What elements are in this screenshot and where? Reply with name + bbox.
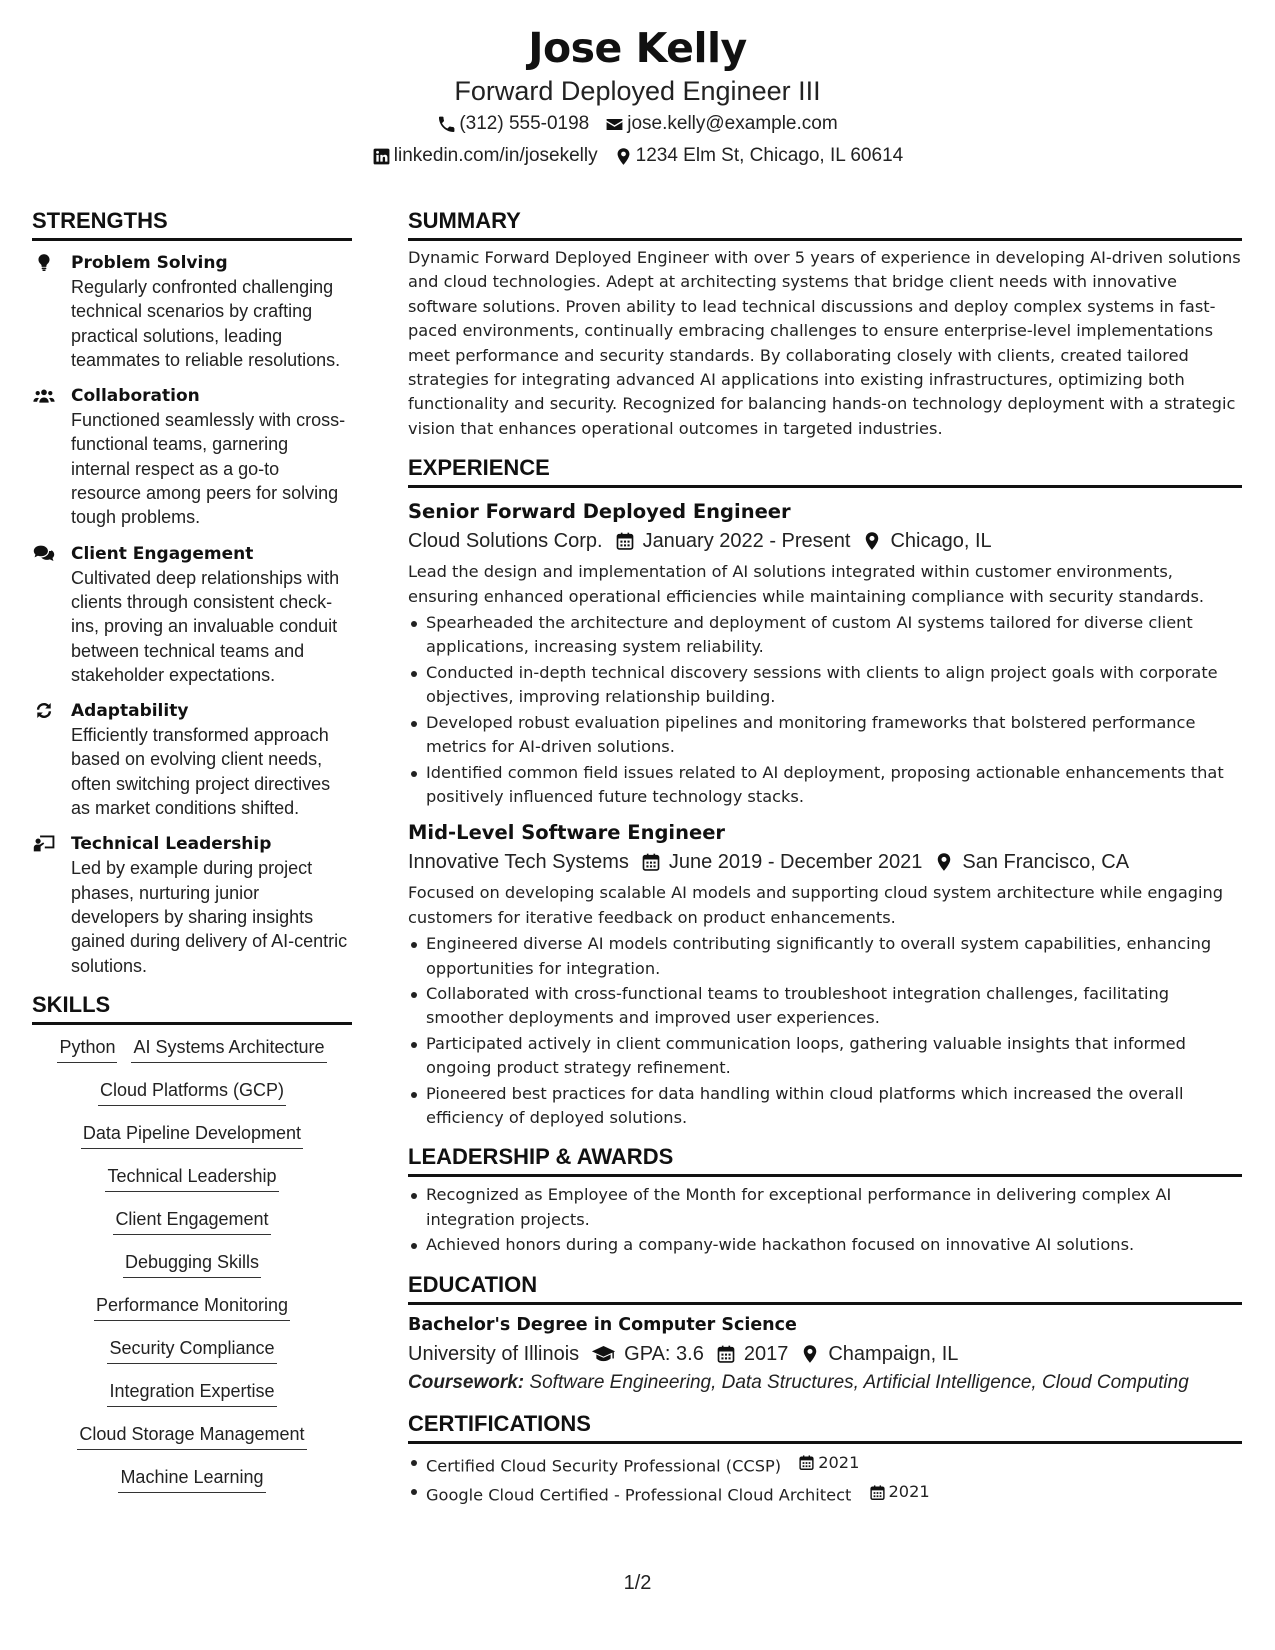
- comments-icon: [32, 544, 56, 564]
- cert-name: Certified Cloud Security Professional (CCSP): [426, 1455, 782, 1475]
- job-meta: [408, 847, 1242, 877]
- strength-desc: Led by example during project phases, nurturing junior developers by sharing insights gained during delivery of AI-centric solutions.: [71, 858, 348, 976]
- leadership-bullets: [408, 1183, 1242, 1257]
- list-item: Recognized as Employee of the Month for exceptional performance in delivering complex AI integration projects.: [408, 1183, 1242, 1232]
- candidate-name: Jose Kelly: [528, 24, 747, 72]
- strength-item: [32, 542, 352, 687]
- experience-section: [408, 455, 1242, 1130]
- education-location: [800, 1339, 958, 1369]
- skill-tag: Performance Monitoring: [94, 1293, 290, 1321]
- list-item: Engineered diverse AI models contributing significantly to overall system capabilities, enhancing opportunities for integration.: [408, 932, 1242, 981]
- linkedin-icon: [372, 147, 391, 166]
- job-location-text: San Francisco, CA: [962, 851, 1130, 874]
- page-number: 1/2: [623, 1572, 652, 1594]
- gpa-text: GPA: 3.6: [624, 1342, 704, 1365]
- job-description: Lead the design and implementation of AI solutions integrated within customer environments, ensuring enhanced operational efficiencies while maintaining compliance with security standards.: [408, 562, 1205, 606]
- coursework: [408, 1369, 1242, 1397]
- address-text: 1234 Elm St, Chicago, IL 60614: [635, 145, 904, 166]
- education-year: [716, 1339, 789, 1369]
- certifications-section: [408, 1411, 1242, 1509]
- education-meta: [408, 1339, 1242, 1369]
- leadership-heading: LEADERSHIP & AWARDS: [408, 1144, 1242, 1177]
- skill-tag: Python: [57, 1035, 117, 1063]
- skill-tag: Cloud Platforms (GCP): [98, 1078, 286, 1106]
- linkedin-contact[interactable]: [372, 140, 598, 172]
- summary-heading: SUMMARY: [408, 208, 1242, 241]
- map-marker-icon: [934, 852, 954, 872]
- strength-desc: Cultivated deep relationships with clients through consistent check-ins, proving an invaluable conduit between technical teams and stakeholder expectations.: [71, 567, 340, 685]
- right-column: [408, 208, 1242, 1509]
- list-item: Pioneered best practices for data handling within cloud platforms which increased the overall efficiency of deployed solutions.: [408, 1082, 1242, 1131]
- education-heading: EDUCATION: [408, 1272, 1242, 1305]
- strength-title: Adaptability: [71, 701, 189, 722]
- lightbulb-icon: [32, 253, 56, 273]
- job-bullets: [408, 932, 1242, 1130]
- strength-title: Technical Leadership: [71, 834, 272, 855]
- calendar-icon: [798, 1454, 815, 1471]
- list-item: Spearheaded the architecture and deployment of custom AI systems tailored for diverse client applications, increasing system reliability.: [408, 611, 1242, 660]
- contact-row-1: [0, 108, 1275, 140]
- strength-item: [32, 384, 352, 529]
- job-company: Cloud Solutions Corp.: [408, 530, 603, 553]
- job-meta: [408, 526, 1242, 556]
- graduation-cap-icon: [591, 1344, 616, 1364]
- map-marker-icon: [614, 147, 633, 166]
- chalkboard-teacher-icon: [32, 834, 56, 854]
- job-title: Senior Forward Deployed Engineer: [408, 500, 791, 524]
- job-entry: [408, 819, 1242, 1130]
- map-marker-icon: [800, 1344, 820, 1364]
- job-title: Mid-Level Software Engineer: [408, 821, 726, 845]
- strength-title: Client Engagement: [71, 543, 254, 564]
- strength-title: Collaboration: [71, 386, 200, 407]
- job-location-text: Chicago, IL: [890, 530, 992, 553]
- skill-tag: Integration Expertise: [107, 1379, 276, 1407]
- education-section: [408, 1272, 1242, 1397]
- map-marker-icon: [862, 531, 882, 551]
- strength-item: [32, 699, 352, 820]
- degree-title: Bachelor's Degree in Computer Science: [408, 1314, 797, 1335]
- contact-row-2: [0, 140, 1275, 172]
- skills-heading: SKILLS: [32, 992, 352, 1025]
- certifications-list: [408, 1450, 1242, 1509]
- strength-desc: Efficiently transformed approach based on evolving client needs, often switching project directives as market conditions shifted.: [71, 725, 331, 819]
- cert-name: Google Cloud Certified - Professional Cloud Architect: [426, 1485, 852, 1505]
- certifications-heading: CERTIFICATIONS: [408, 1411, 1242, 1444]
- list-item: [408, 1450, 1242, 1479]
- phone-text: (312) 555-0198: [459, 113, 590, 134]
- address-contact: [614, 140, 904, 172]
- summary-text: Dynamic Forward Deployed Engineer with over 5 years of experience in developing AI-driven solutions and cloud technologies. Adept at architecting systems that bridge client needs with innovative software solutions. Proven ability to lead technical discussions and deploy complex systems in fast-paced environments, continually embracing challenges to ensure enterprise-level implementations meet performance and security standards. By collaborating closely with clients, created tailored strategies for integrating advanced AI applications into existing infrastructures, optimizing both functionality and security. Recognized for balancing hands-on technology deployment with a strategic vision that enhances operational outcomes in targeted industries.: [408, 248, 1241, 438]
- phone-contact: [437, 108, 589, 140]
- list-item: Achieved honors during a company-wide hackathon focused on innovative AI solutions.: [408, 1233, 1242, 1257]
- calendar-icon: [869, 1484, 886, 1501]
- envelope-icon: [605, 115, 624, 134]
- summary-section: [408, 208, 1242, 441]
- job-location: [862, 526, 991, 556]
- calendar-icon: [641, 852, 661, 872]
- skill-tag: AI Systems Architecture: [131, 1035, 326, 1063]
- school-name: University of Illinois: [408, 1342, 580, 1365]
- list-item: Identified common field issues related to AI deployment, proposing actionable enhancements that positively influenced future technology stacks.: [408, 761, 1242, 810]
- users-icon: [32, 386, 56, 406]
- job-dates-text: June 2019 - December 2021: [668, 851, 923, 874]
- experience-heading: EXPERIENCE: [408, 455, 1242, 488]
- job-location: [934, 847, 1129, 877]
- strength-item: [32, 832, 352, 977]
- strengths-heading: STRENGTHS: [32, 208, 352, 241]
- email-contact[interactable]: [605, 108, 837, 140]
- job-entry: [408, 498, 1242, 809]
- phone-icon: [437, 115, 456, 134]
- coursework-label: Coursework:: [408, 1371, 525, 1393]
- cert-year-text: 2021: [888, 1482, 930, 1502]
- skill-tag: Security Compliance: [107, 1336, 276, 1364]
- job-dates: [615, 526, 851, 556]
- strength-item: [32, 251, 352, 372]
- education-year-text: 2017: [743, 1342, 789, 1365]
- list-item: Developed robust evaluation pipelines and monitoring frameworks that bolstered performance metrics for AI-driven solutions.: [408, 711, 1242, 760]
- cert-year: [798, 1450, 859, 1476]
- resume-header: [0, 22, 1275, 172]
- list-item: [408, 1479, 1242, 1508]
- leadership-section: [408, 1144, 1242, 1257]
- calendar-icon: [615, 531, 635, 551]
- skill-tag: Machine Learning: [118, 1465, 265, 1493]
- strength-desc: Functioned seamlessly with cross-functional teams, garnering internal respect as a go-to resource among peers for solving tough problems.: [71, 410, 346, 528]
- cert-year-text: 2021: [818, 1452, 860, 1472]
- skill-tag: Data Pipeline Development: [81, 1121, 303, 1149]
- strength-desc: Regularly confronted challenging technical scenarios by crafting practical solutions, leading teammates to reliable resolutions.: [71, 277, 341, 370]
- coursework-text: Software Engineering, Data Structures, Artificial Intelligence, Cloud Computing: [529, 1371, 1189, 1393]
- job-company: Innovative Tech Systems: [408, 851, 629, 874]
- calendar-icon: [716, 1344, 736, 1364]
- cert-year: [869, 1479, 930, 1505]
- job-dates: [641, 847, 923, 877]
- gpa: [591, 1339, 704, 1369]
- education-location-text: Champaign, IL: [828, 1342, 959, 1365]
- strength-title: Problem Solving: [71, 253, 228, 273]
- left-column: [32, 208, 352, 1508]
- job-dates-text: January 2022 - Present: [642, 530, 851, 553]
- skill-tag: Client Engagement: [113, 1207, 270, 1235]
- skill-tag: Debugging Skills: [123, 1250, 261, 1278]
- skills-list: [32, 1035, 352, 1508]
- job-description: Focused on developing scalable AI models and supporting cloud system architecture while engaging customers for iterative feedback on product enhancements.: [408, 883, 1224, 927]
- linkedin-text: linkedin.com/in/josekelly: [393, 145, 598, 166]
- email-text: jose.kelly@example.com: [627, 113, 838, 134]
- skill-tag: Technical Leadership: [105, 1164, 278, 1192]
- sync-icon: [32, 701, 56, 721]
- list-item: Collaborated with cross-functional teams to troubleshoot integration challenges, facilitating smoother deployments and improved user experiences.: [408, 982, 1242, 1031]
- list-item: Conducted in-depth technical discovery sessions with clients to align project goals with corporate objectives, improving relationship building.: [408, 661, 1242, 710]
- candidate-role: Forward Deployed Engineer III: [454, 76, 821, 106]
- list-item: Participated actively in client communication loops, gathering valuable insights that informed ongoing product strategy refinement.: [408, 1032, 1242, 1081]
- skills-section: [32, 992, 352, 1508]
- skill-tag: Cloud Storage Management: [77, 1422, 306, 1450]
- job-bullets: [408, 611, 1242, 809]
